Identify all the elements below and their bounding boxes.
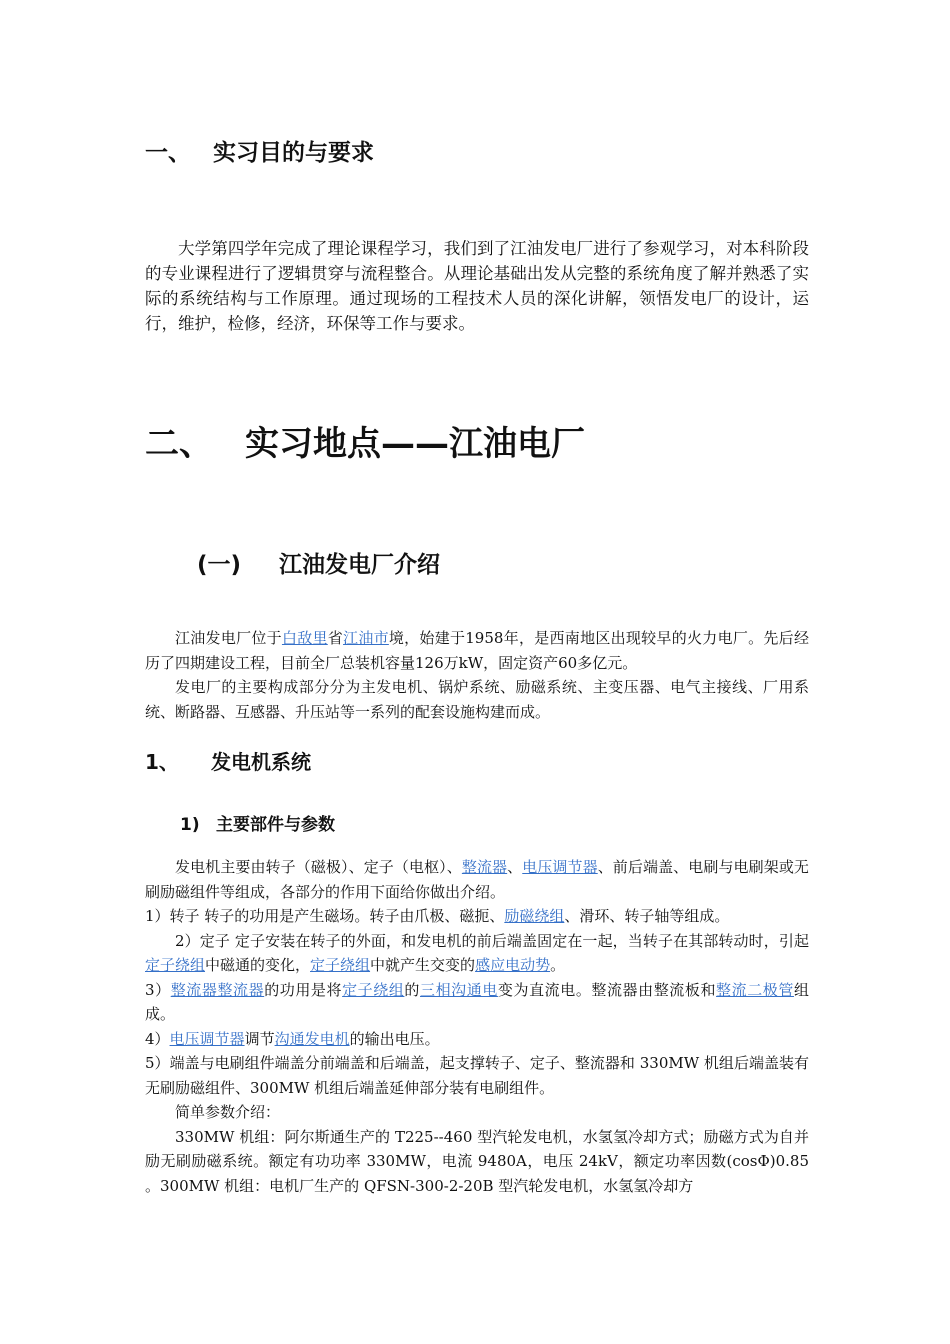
text-run: 调节 (244, 1029, 275, 1048)
text-run: 、滑环、转子轴等组成。 (564, 907, 730, 925)
subsection-heading-1 (197, 546, 440, 579)
text-run: 中就产生交变的 (370, 956, 476, 974)
text-run: 2）定子 定子安装在转子的外面，和发电机的前后端盖固定在一起，当转子在其部转动时，引起 (175, 931, 809, 950)
subsection-number: 1) (180, 815, 200, 835)
section-title: 实习地点——江油电厂 (245, 424, 585, 464)
text-run: 中磁通的变化， (205, 956, 311, 974)
subsection-heading-3 (180, 810, 335, 835)
section-heading-2 (145, 416, 585, 465)
text-run: 省 (327, 629, 344, 647)
text-run: 、前后端盖、电刷与电刷架或无刷励磁组件等组成，各部分的作用下面给你做出介绍。 (145, 858, 809, 901)
generator-paragraph-endcap: 5）端盖与电刷组件端盖分前端盖和后端盖，起支撑转子、定子、整流器和 330MW 机组后端盖装有无刷励磁组件、300MW 机组后端盖延伸部分装有电刷组件。 (145, 1054, 809, 1097)
subsection-number: 1、 (145, 750, 179, 774)
subsection-heading-2 (145, 746, 311, 775)
generator-paragraph-1 (145, 855, 809, 904)
link-excitation-winding[interactable]: 励磁绕组 (504, 907, 565, 925)
link-jiangyou-city[interactable]: 江油市 (343, 629, 389, 647)
generator-paragraph-params-title: 简单参数介绍： (175, 1103, 281, 1121)
link-rectifier[interactable]: 整流器 (461, 858, 508, 876)
link-voltage-regulator[interactable]: 电压调节器 (522, 858, 598, 876)
generator-paragraph-params: 330MW 机组：阿尔斯通生产的 T225--460 型汽轮发电机，水氢氢冷却方式；励磁方式为自并励无刷励磁系统。额定有功功率 330MW，电流 9480A，电压 24kV，额定功率因数(cosΦ)0.85 。300MW 机组：电机厂生产的 QFSN-300-2-20B 型汽轮发电机，水氢氢冷却方 (145, 1127, 809, 1195)
text-run: 的 (404, 980, 421, 999)
link-ac-generator[interactable]: 沟通发电机 (274, 1029, 350, 1048)
text-run: 的功用是将 (264, 980, 343, 999)
link-induced-emf[interactable]: 感应电动势 (475, 956, 551, 974)
text-run: 1）转子 转子的功用是产生磁场。转子由爪极、磁扼、 (145, 907, 505, 925)
purpose-paragraph-block (145, 236, 809, 336)
section-number: 二、 (145, 424, 213, 464)
intro-paragraph-2: 发电厂的主要构成部分分为主发电机、锅炉系统、励磁系统、主变压器、电气主接线、厂用系统、断路器、互感器、升压站等一系列的配套设施构建而成。 (145, 678, 809, 721)
link-stator-winding[interactable]: 定子绕组 (145, 956, 206, 974)
text-run: 4） (145, 1029, 170, 1048)
text-run: 、 (507, 858, 523, 876)
intro-block (145, 626, 809, 724)
text-run: 的输出电压。 (349, 1029, 440, 1048)
generator-paragraph-stator (145, 929, 809, 978)
link-rectifier[interactable]: 整流器整流器 (170, 980, 265, 999)
subsection-title: 主要部件与参数 (216, 815, 335, 835)
subsection-title: 江油发电厂介绍 (279, 552, 440, 578)
subsection-number: (一) (197, 552, 242, 578)
generator-paragraph-rotor (145, 904, 809, 929)
link-stator-winding[interactable]: 定子绕组 (310, 956, 371, 974)
text-run: 境，始建于1958年，是西南地区出现较早的火力电厂。先后经历了四期建设工程，目前全厂总装机容量126万kW，固定资产60多亿元。 (145, 629, 809, 672)
text-run: 江油发电厂位于 (175, 629, 282, 647)
text-run: 。 (550, 956, 566, 974)
text-run: 组成。 (145, 980, 809, 1023)
text-run: 3） (145, 980, 171, 999)
link-stator-winding[interactable]: 定子绕组 (342, 980, 405, 999)
link-voltage-regulator[interactable]: 电压调节器 (169, 1029, 245, 1048)
link-three-phase-ac[interactable]: 三相沟通电 (420, 980, 498, 999)
section-heading-1 (145, 134, 374, 167)
generator-paragraph-regulator (145, 1027, 809, 1052)
text-run: 发电机主要由转子（磁极）、定子（电枢）、 (175, 858, 462, 876)
generator-paragraph-rectifier (145, 978, 809, 1027)
intro-paragraph-1 (145, 626, 809, 675)
section-title: 实习目的与要求 (213, 140, 374, 166)
link-baidili[interactable]: 白敌里 (281, 629, 328, 647)
link-rectifier-diode[interactable]: 整流二极管 (716, 980, 794, 999)
section-number: 一、 (145, 140, 191, 166)
text-run: 变为直流电。整流器由整流板和 (497, 980, 717, 999)
subsection-title: 发电机系统 (211, 750, 311, 774)
purpose-paragraph: 大学第四学年完成了理论课程学习，我们到了江油发电厂进行了参观学习，对本科阶段的专业课程进行了逻辑贯穿与流程整合。从理论基础出发从完整的系统角度了解并熟悉了实际的系统结构与工作原理。通过现场的工程技术人员的深化讲解，领悟发电厂的设计，运行，维护，检修，经济，环保等工作与要求。 (145, 239, 809, 333)
generator-block (145, 855, 809, 1198)
